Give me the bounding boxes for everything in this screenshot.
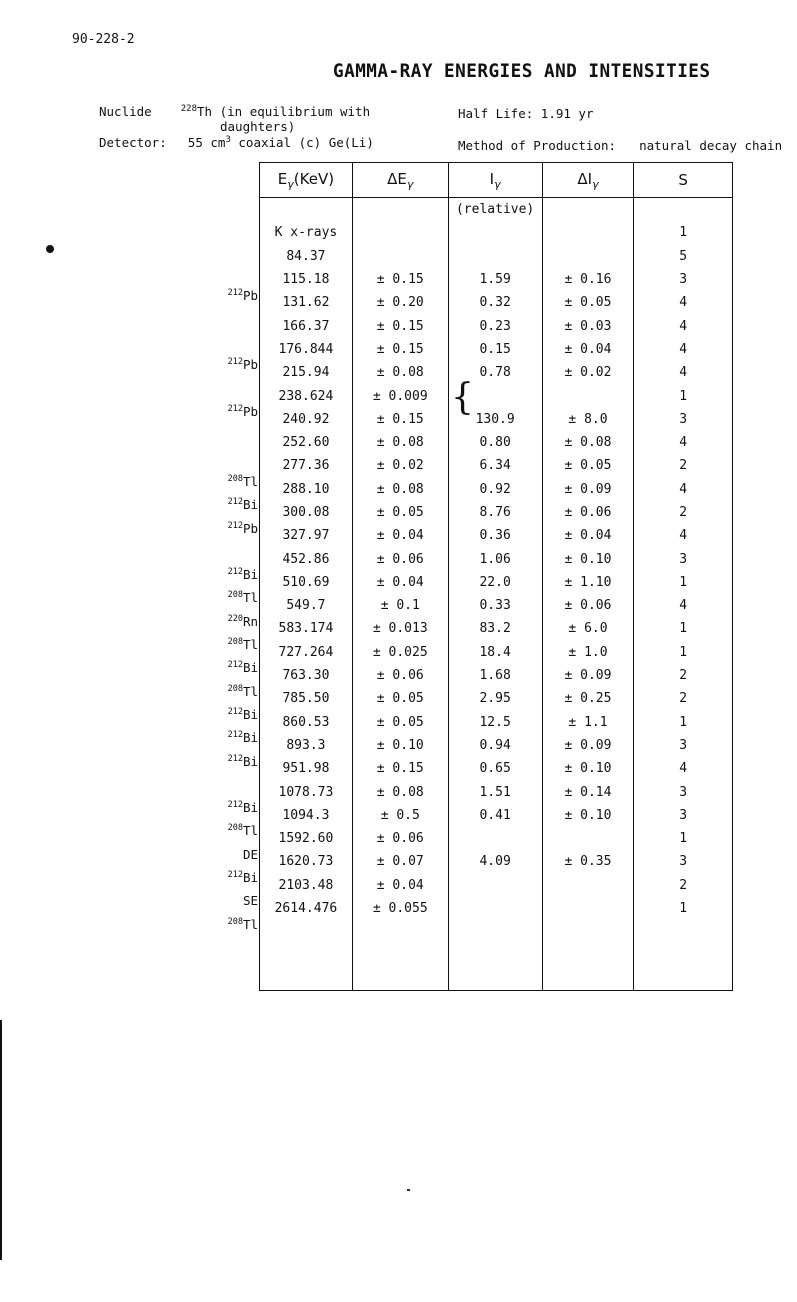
intensity-cell: 1.51: [448, 780, 542, 803]
header-intensity: $I_\gamma$: [448, 163, 542, 198]
nuclide-symbol: Bi: [242, 870, 258, 886]
s-cell: 2: [634, 501, 733, 524]
energy-cell: 1094.3: [260, 804, 353, 827]
s-cell: 3: [634, 547, 733, 570]
nuclide-symbol: Tl: [242, 683, 258, 699]
half-life-line: [458, 106, 593, 121]
nuclide-label: [190, 817, 258, 840]
nuclide-label: [190, 305, 258, 328]
energy-error-cell: ± 0.013: [352, 617, 448, 640]
table-row: [260, 431, 733, 454]
energy-cell: K x-rays: [260, 221, 353, 244]
intensity-error-cell: ± 0.09: [542, 664, 634, 687]
intensity-error-cell: ± 0.10: [542, 757, 634, 780]
nuclide-mass-number: 212: [227, 520, 243, 531]
nuclide-label: [190, 584, 258, 607]
nuclide-label: [190, 351, 258, 374]
intensity-error-cell: ± 0.09: [542, 478, 634, 501]
intensity-error-cell: [542, 384, 634, 407]
s-cell: 3: [634, 734, 733, 757]
intensity-cell: 0.23: [448, 314, 542, 337]
intensity-cell: 0.33: [448, 594, 542, 617]
intensity-cell: 0.80: [448, 431, 542, 454]
nuclide-symbol: SE: [242, 893, 258, 909]
table-row: [260, 897, 733, 920]
nuclide-column: [190, 235, 258, 934]
s-cell: 4: [634, 314, 733, 337]
intensity-error-cell: ± 0.16: [542, 268, 634, 291]
header-energy-error: $\Delta E_\gamma$: [352, 163, 448, 198]
intensity-cell: 1.06: [448, 547, 542, 570]
nuclide-label: [190, 911, 258, 934]
intensity-cell: 18.4: [448, 641, 542, 664]
nuclide-label: [190, 701, 258, 724]
table-row: [260, 361, 733, 384]
s-cell: 3: [634, 780, 733, 803]
table-row: [260, 804, 733, 827]
nuclide-label: [190, 771, 258, 794]
detector-value-a: 55 cm: [187, 135, 226, 151]
energy-error-cell: ± 0.02: [352, 454, 448, 477]
table-row: [260, 547, 733, 570]
detector-value-b: coaxial (c) Ge(Li): [238, 135, 374, 151]
energy-cell: 893.3: [260, 734, 353, 757]
nuclide-label: [190, 375, 258, 398]
nuclide-symbol: Bi: [242, 567, 258, 583]
intensity-error-cell: ± 0.03: [542, 314, 634, 337]
intensity-error-cell: ± 0.04: [542, 338, 634, 361]
nuclide-symbol: Tl: [242, 823, 258, 839]
intensity-cell: 12.5: [448, 711, 542, 734]
scan-edge-mark: [0, 1020, 2, 1260]
s-cell: 2: [634, 874, 733, 897]
table-row: [260, 827, 733, 850]
intensity-error-cell: [542, 874, 634, 897]
table-row: [260, 594, 733, 617]
nuclide-symbol: Pb: [242, 404, 258, 420]
intensity-cell: 4.09: [448, 850, 542, 873]
intensity-cell: 0.78: [448, 361, 542, 384]
energy-error-cell: ± 0.08: [352, 478, 448, 501]
intensity-error-cell: [542, 897, 634, 920]
s-cell: 1: [634, 897, 733, 920]
energy-error-cell: ± 0.06: [352, 827, 448, 850]
nuclide-mass-number: 208: [227, 683, 243, 694]
method-line: [458, 138, 782, 153]
nuclide-symbol: Bi: [242, 800, 258, 816]
nuclide-symbol: Bi: [242, 753, 258, 769]
nuclide-label: [190, 748, 258, 771]
table-row: [260, 478, 733, 501]
intensity-cell: [448, 245, 542, 268]
nuclide-mass-number: 208: [227, 823, 243, 834]
energy-cell: 549.7: [260, 594, 353, 617]
s-cell: 1: [634, 617, 733, 640]
energy-error-cell: ± 0.04: [352, 874, 448, 897]
energy-error-cell: ± 0.1: [352, 594, 448, 617]
energy-error-cell: ± 0.15: [352, 338, 448, 361]
intensity-cell: 8.76: [448, 501, 542, 524]
intensity-error-cell: ± 0.06: [542, 501, 634, 524]
nuclide-symbol: Bi: [242, 707, 258, 723]
detector-label: Detector:: [99, 135, 167, 151]
s-cell: 5: [634, 245, 733, 268]
energy-cell: 252.60: [260, 431, 353, 454]
nuclide-mass-number: 212: [227, 357, 243, 368]
intensity-cell: 0.41: [448, 804, 542, 827]
table-row: [260, 338, 733, 361]
energy-cell: 951.98: [260, 757, 353, 780]
energy-cell: 176.844: [260, 338, 353, 361]
energy-error-cell: ± 0.055: [352, 897, 448, 920]
s-cell: 4: [634, 361, 733, 384]
table-row: [260, 850, 733, 873]
nuclide-label: [190, 491, 258, 514]
nuclide-label: [190, 864, 258, 887]
nuclide-label: [190, 445, 258, 468]
detector-value-exp: 3: [225, 135, 231, 145]
intensity-error-cell: ± 8.0: [542, 408, 634, 431]
energy-error-cell: ± 0.15: [352, 757, 448, 780]
intensity-error-cell: ± 0.25: [542, 687, 634, 710]
nuclide-label: [190, 235, 258, 258]
detector-line: [99, 135, 374, 150]
nuclide-label: Nuclide: [99, 104, 152, 120]
gamma-ray-table: [259, 162, 733, 991]
nuclide-symbol: Pb: [242, 287, 258, 303]
table-footer-space: [260, 920, 733, 991]
energy-cell: 1592.60: [260, 827, 353, 850]
energy-cell: 327.97: [260, 524, 353, 547]
nuclide-mass-number: 212: [227, 497, 243, 508]
nuclide-symbol: Tl: [242, 474, 258, 490]
intensity-cell: [448, 897, 542, 920]
energy-cell: 583.174: [260, 617, 353, 640]
half-life-value: 1.91 yr: [540, 106, 594, 121]
nuclide-mass-number: 220: [227, 613, 243, 624]
intensity-cell: 0.65: [448, 757, 542, 780]
nuclide-label: [190, 654, 258, 677]
nuclide-symbol: Bi: [242, 497, 258, 513]
s-cell: 1: [634, 711, 733, 734]
table-row: [260, 501, 733, 524]
nuclide-line: [99, 104, 370, 119]
intensity-cell: 83.2: [448, 617, 542, 640]
s-cell: 1: [634, 571, 733, 594]
bracket-mark: {: [451, 377, 474, 418]
nuclide-mass-number: 212: [227, 567, 243, 578]
intensity-cell: 6.34: [448, 454, 542, 477]
intensity-cell: 22.0: [448, 571, 542, 594]
energy-error-cell: ± 0.025: [352, 641, 448, 664]
intensity-cell: [448, 827, 542, 850]
table-row: [260, 617, 733, 640]
table-row: [260, 757, 733, 780]
table-row: [260, 408, 733, 431]
nuclide-mass-number: 212: [227, 660, 243, 671]
s-cell: 1: [634, 384, 733, 407]
document-id: 90-228-2: [72, 32, 135, 47]
energy-cell: 510.69: [260, 571, 353, 594]
energy-cell: 131.62: [260, 291, 353, 314]
energy-cell: 727.264: [260, 641, 353, 664]
s-cell: 4: [634, 478, 733, 501]
s-cell: 2: [634, 664, 733, 687]
method-value: natural decay chain: [639, 138, 783, 153]
margin-dot: [46, 245, 54, 253]
table-row: [260, 571, 733, 594]
nuclide-label: [190, 421, 258, 444]
s-cell: 2: [634, 687, 733, 710]
nuclide-label: [190, 794, 258, 817]
nuclide-label: [190, 258, 258, 281]
nuclide-mass-number: 212: [227, 730, 243, 741]
scan-speck: [407, 1189, 410, 1191]
nuclide-label: [190, 608, 258, 631]
nuclide-label: [190, 678, 258, 701]
intensity-error-cell: ± 0.14: [542, 780, 634, 803]
intensity-error-cell: ± 1.1: [542, 711, 634, 734]
nuclide-mass-number: 212: [227, 706, 243, 717]
intensity-error-cell: ± 0.10: [542, 547, 634, 570]
s-cell: 2: [634, 454, 733, 477]
nuclide-symbol: Tl: [242, 590, 258, 606]
nuclide-symbol: Bi: [242, 660, 258, 676]
intensity-cell: 0.92: [448, 478, 542, 501]
s-cell: 4: [634, 594, 733, 617]
table-row: [260, 314, 733, 337]
nuclide-mass-number: 208: [227, 473, 243, 484]
intensity-error-cell: ± 0.10: [542, 804, 634, 827]
nuclide-label: [190, 631, 258, 654]
energy-error-cell: ± 0.20: [352, 291, 448, 314]
table-row: [260, 245, 733, 268]
intensity-error-cell: ± 0.09: [542, 734, 634, 757]
header-intensity-error: $\Delta I_\gamma$: [542, 163, 634, 198]
nuclide-symbol: Pb: [242, 520, 258, 536]
energy-cell: 277.36: [260, 454, 353, 477]
method-label: Method of Production:: [458, 138, 617, 153]
intensity-cell: [448, 874, 542, 897]
nuclide-mass-number: 212: [227, 404, 243, 415]
nuclide-label: [190, 887, 258, 910]
intensity-error-cell: ± 0.35: [542, 850, 634, 873]
nuclide-mass-number: 208: [227, 637, 243, 648]
intensity-cell: [448, 221, 542, 244]
energy-error-cell: ± 0.009: [352, 384, 448, 407]
nuclide-mass-number: 212: [227, 800, 243, 811]
table-row: [260, 734, 733, 757]
nuclide-symbol: Tl: [242, 637, 258, 653]
nuclide-label: [190, 282, 258, 305]
s-cell: 1: [634, 827, 733, 850]
energy-error-cell: ± 0.5: [352, 804, 448, 827]
energy-error-cell: [352, 245, 448, 268]
nuclide-label: [190, 724, 258, 747]
nuclide-label: [190, 515, 258, 538]
energy-cell: 238.624: [260, 384, 353, 407]
intensity-error-cell: ± 1.0: [542, 641, 634, 664]
table-row: [260, 454, 733, 477]
energy-error-cell: ± 0.06: [352, 664, 448, 687]
intensity-cell: 2.95: [448, 687, 542, 710]
s-cell: 4: [634, 757, 733, 780]
s-cell: 1: [634, 221, 733, 244]
header-s: S: [634, 163, 733, 198]
intensity-error-cell: ± 0.08: [542, 431, 634, 454]
nuclide-label: [190, 398, 258, 421]
nuclide-mass-number: 208: [227, 916, 243, 927]
table-row: [260, 524, 733, 547]
nuclide-symbol: Rn: [242, 613, 258, 629]
energy-cell: 115.18: [260, 268, 353, 291]
s-cell: 3: [634, 408, 733, 431]
s-cell: 3: [634, 850, 733, 873]
nuclide-label: [190, 468, 258, 491]
energy-error-cell: ± 0.10: [352, 734, 448, 757]
intensity-error-cell: [542, 221, 634, 244]
energy-cell: 2103.48: [260, 874, 353, 897]
table-row: [260, 641, 733, 664]
energy-cell: 2614.476: [260, 897, 353, 920]
energy-cell: 215.94: [260, 361, 353, 384]
nuclide-mass-number: 212: [227, 287, 243, 298]
energy-error-cell: ± 0.15: [352, 408, 448, 431]
energy-cell: 240.92: [260, 408, 353, 431]
intensity-error-cell: ± 0.05: [542, 454, 634, 477]
nuclide-mass-number: 212: [227, 753, 243, 764]
table-row: [260, 221, 733, 244]
energy-error-cell: ± 0.08: [352, 361, 448, 384]
energy-error-cell: ± 0.08: [352, 780, 448, 803]
half-life-label: Half Life:: [458, 106, 534, 121]
s-cell: 4: [634, 431, 733, 454]
table-row: [260, 384, 733, 407]
nuclide-mass: 228: [180, 104, 198, 114]
energy-cell: 300.08: [260, 501, 353, 524]
energy-cell: 1078.73: [260, 780, 353, 803]
intensity-error-cell: ± 0.02: [542, 361, 634, 384]
energy-cell: 166.37: [260, 314, 353, 337]
s-cell: 4: [634, 338, 733, 361]
intensity-error-cell: ± 0.05: [542, 291, 634, 314]
nuclide-label: [190, 328, 258, 351]
table-row: [260, 711, 733, 734]
intensity-cell: 1.59: [448, 268, 542, 291]
table-row: [260, 291, 733, 314]
energy-cell: 84.37: [260, 245, 353, 268]
table-row: [260, 780, 733, 803]
header-energy: $E_\gamma(KeV)$: [260, 163, 353, 198]
s-cell: 1: [634, 641, 733, 664]
intensity-error-cell: [542, 827, 634, 850]
energy-error-cell: ± 0.05: [352, 687, 448, 710]
energy-cell: 763.30: [260, 664, 353, 687]
intensity-cell: 0.36: [448, 524, 542, 547]
nuclide-mass-number: 208: [227, 590, 243, 601]
relative-note-row: [260, 198, 733, 222]
intensity-error-cell: ± 1.10: [542, 571, 634, 594]
energy-cell: 785.50: [260, 687, 353, 710]
s-cell: 3: [634, 804, 733, 827]
intensity-cell: 0.15: [448, 338, 542, 361]
s-cell: 3: [634, 268, 733, 291]
nuclide-label: [190, 538, 258, 561]
energy-error-cell: ± 0.04: [352, 571, 448, 594]
energy-error-cell: [352, 221, 448, 244]
nuclide-symbol: Tl: [242, 916, 258, 932]
table-row: [260, 687, 733, 710]
energy-error-cell: ± 0.07: [352, 850, 448, 873]
table-row: [260, 874, 733, 897]
energy-error-cell: ± 0.05: [352, 711, 448, 734]
nuclide-mass-number: 212: [227, 870, 243, 881]
intensity-cell: 1.68: [448, 664, 542, 687]
table-row: [260, 268, 733, 291]
nuclide-label: [190, 841, 258, 864]
table-header-row: [260, 163, 733, 198]
energy-cell: 288.10: [260, 478, 353, 501]
nuclide-value-cont: daughters): [220, 119, 296, 134]
nuclide-value: Th (in equilibrium with: [197, 104, 371, 120]
energy-cell: 452.86: [260, 547, 353, 570]
intensity-cell: 0.94: [448, 734, 542, 757]
intensity-error-cell: ± 6.0: [542, 617, 634, 640]
page-title: GAMMA-RAY ENERGIES AND INTENSITIES: [333, 60, 711, 82]
energy-error-cell: ± 0.05: [352, 501, 448, 524]
intensity-cell: 130.9: [448, 408, 542, 431]
intensity-error-cell: ± 0.04: [542, 524, 634, 547]
energy-cell: 860.53: [260, 711, 353, 734]
energy-error-cell: ± 0.15: [352, 268, 448, 291]
intensity-error-cell: [542, 245, 634, 268]
energy-error-cell: ± 0.15: [352, 314, 448, 337]
table-row: [260, 664, 733, 687]
energy-cell: 1620.73: [260, 850, 353, 873]
nuclide-symbol: Pb: [242, 357, 258, 373]
relative-note: (relative): [448, 198, 542, 222]
energy-error-cell: ± 0.06: [352, 547, 448, 570]
s-cell: 4: [634, 524, 733, 547]
intensity-error-cell: ± 0.06: [542, 594, 634, 617]
nuclide-label: [190, 561, 258, 584]
intensity-cell: 0.32: [448, 291, 542, 314]
nuclide-symbol: Bi: [242, 730, 258, 746]
energy-error-cell: ± 0.04: [352, 524, 448, 547]
s-cell: 4: [634, 291, 733, 314]
energy-error-cell: ± 0.08: [352, 431, 448, 454]
nuclide-symbol: DE: [242, 846, 258, 862]
